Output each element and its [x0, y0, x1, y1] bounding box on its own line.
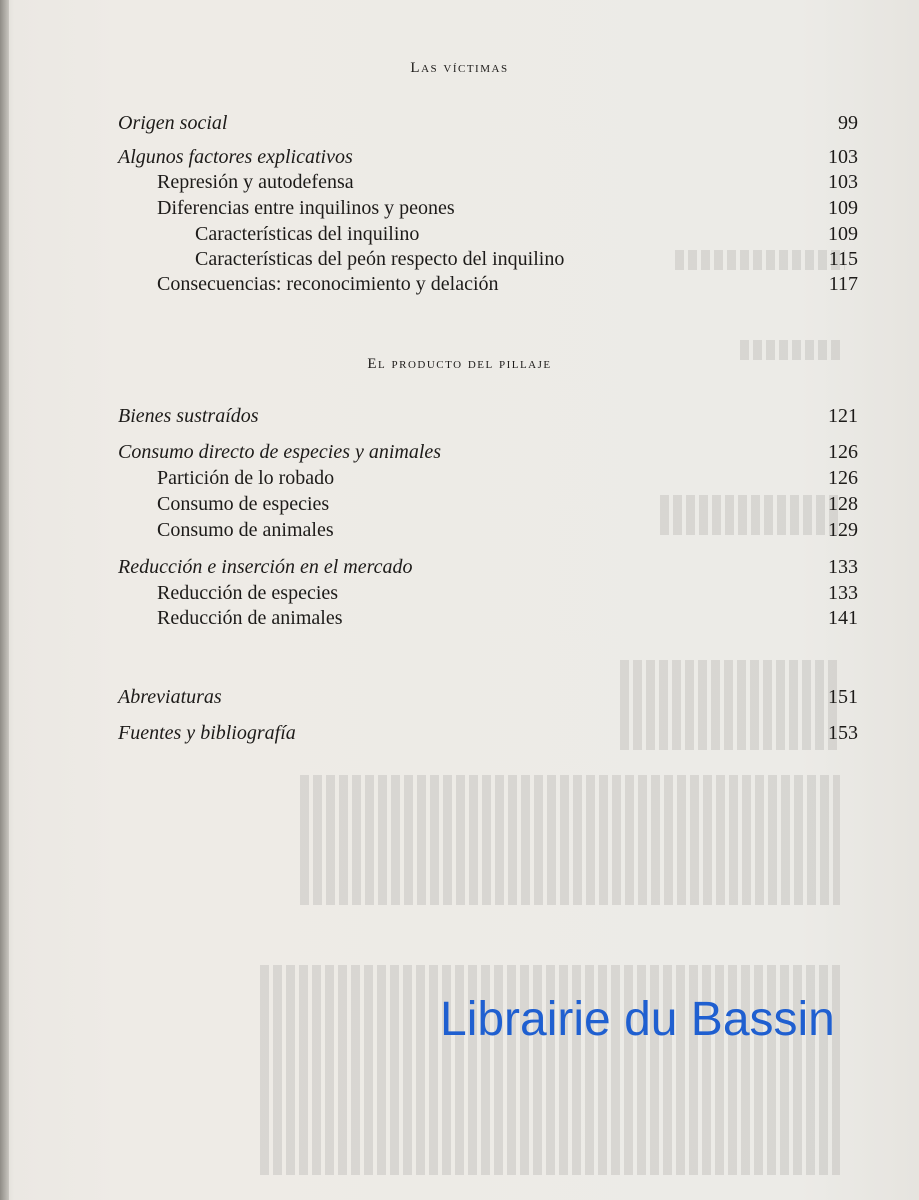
toc-entry	[118, 403, 858, 429]
toc-entry	[118, 580, 858, 606]
toc-entry-label: Diferencias entre inquilinos y peones	[157, 197, 455, 219]
toc-entry	[118, 439, 858, 465]
toc-entry	[118, 246, 858, 272]
toc-entry-page: 109	[828, 197, 858, 219]
toc-entry-page: 129	[828, 519, 858, 541]
bookseller-watermark: Librairie du Bassin	[440, 993, 835, 1046]
toc-entry	[118, 720, 858, 746]
toc-entry-label: Reducción e inserción en el mercado	[118, 556, 413, 578]
toc-entry	[118, 491, 858, 517]
show-through-text	[300, 775, 840, 905]
toc-entry-page: 151	[828, 686, 858, 708]
toc-entry	[118, 684, 858, 710]
toc-entry-label: Consecuencias: reconocimiento y delación	[157, 273, 499, 295]
toc-entry-page: 115	[828, 248, 858, 270]
toc-entry	[118, 465, 858, 491]
toc-entry-page: 141	[828, 607, 858, 629]
toc-entry	[118, 554, 858, 580]
toc-entry-page: 133	[828, 582, 858, 604]
toc-entry-label: Abreviaturas	[118, 686, 222, 708]
toc-entry-page: 103	[828, 171, 858, 193]
toc-entry	[118, 271, 858, 297]
toc-entry-page: 126	[828, 467, 858, 489]
toc-entry-page: 121	[828, 405, 858, 427]
toc-entry-label: Consumo directo de especies y animales	[118, 441, 442, 463]
toc-entry	[118, 110, 858, 136]
toc-entry-page: 109	[828, 223, 858, 245]
toc-entry	[118, 517, 858, 543]
toc-entry-label: Consumo de animales	[157, 519, 334, 541]
toc-entry	[118, 195, 858, 221]
toc-entry-label: Reducción de especies	[157, 582, 339, 604]
toc-entry-label: Algunos factores explicativos	[118, 146, 353, 168]
toc-entry-label: Reducción de animales	[157, 607, 343, 629]
toc-entry-label: Origen social	[118, 112, 228, 134]
toc-entry	[118, 144, 858, 170]
toc-entry-label: Fuentes y bibliografía	[118, 722, 296, 744]
toc-entry	[118, 169, 858, 195]
toc-entry-page: 99	[838, 112, 858, 134]
toc-entry-page: 103	[828, 146, 858, 168]
toc-entry-page: 126	[828, 441, 858, 463]
book-spine-shadow	[0, 0, 9, 1200]
toc-entry-label: Consumo de especies	[157, 493, 330, 515]
toc-entry-label: Bienes sustraídos	[118, 405, 259, 427]
toc-entry-label: Partición de lo robado	[157, 467, 335, 489]
toc-entry-page: 133	[828, 556, 858, 578]
toc-entry-page: 153	[828, 722, 858, 744]
section-title-producto-pillaje: El producto del pillaje	[367, 356, 552, 372]
toc-entry-page: 128	[828, 493, 858, 515]
section-title-las-victimas: Las víctimas	[410, 60, 509, 76]
toc-entry	[118, 605, 858, 631]
toc-entry-label: Características del peón respecto del inquilino	[195, 248, 565, 270]
toc-entry-page: 117	[828, 273, 858, 295]
toc-entry	[118, 221, 858, 247]
toc-entry-label: Represión y autodefensa	[157, 171, 354, 193]
toc-entry-label: Características del inquilino	[195, 223, 420, 245]
